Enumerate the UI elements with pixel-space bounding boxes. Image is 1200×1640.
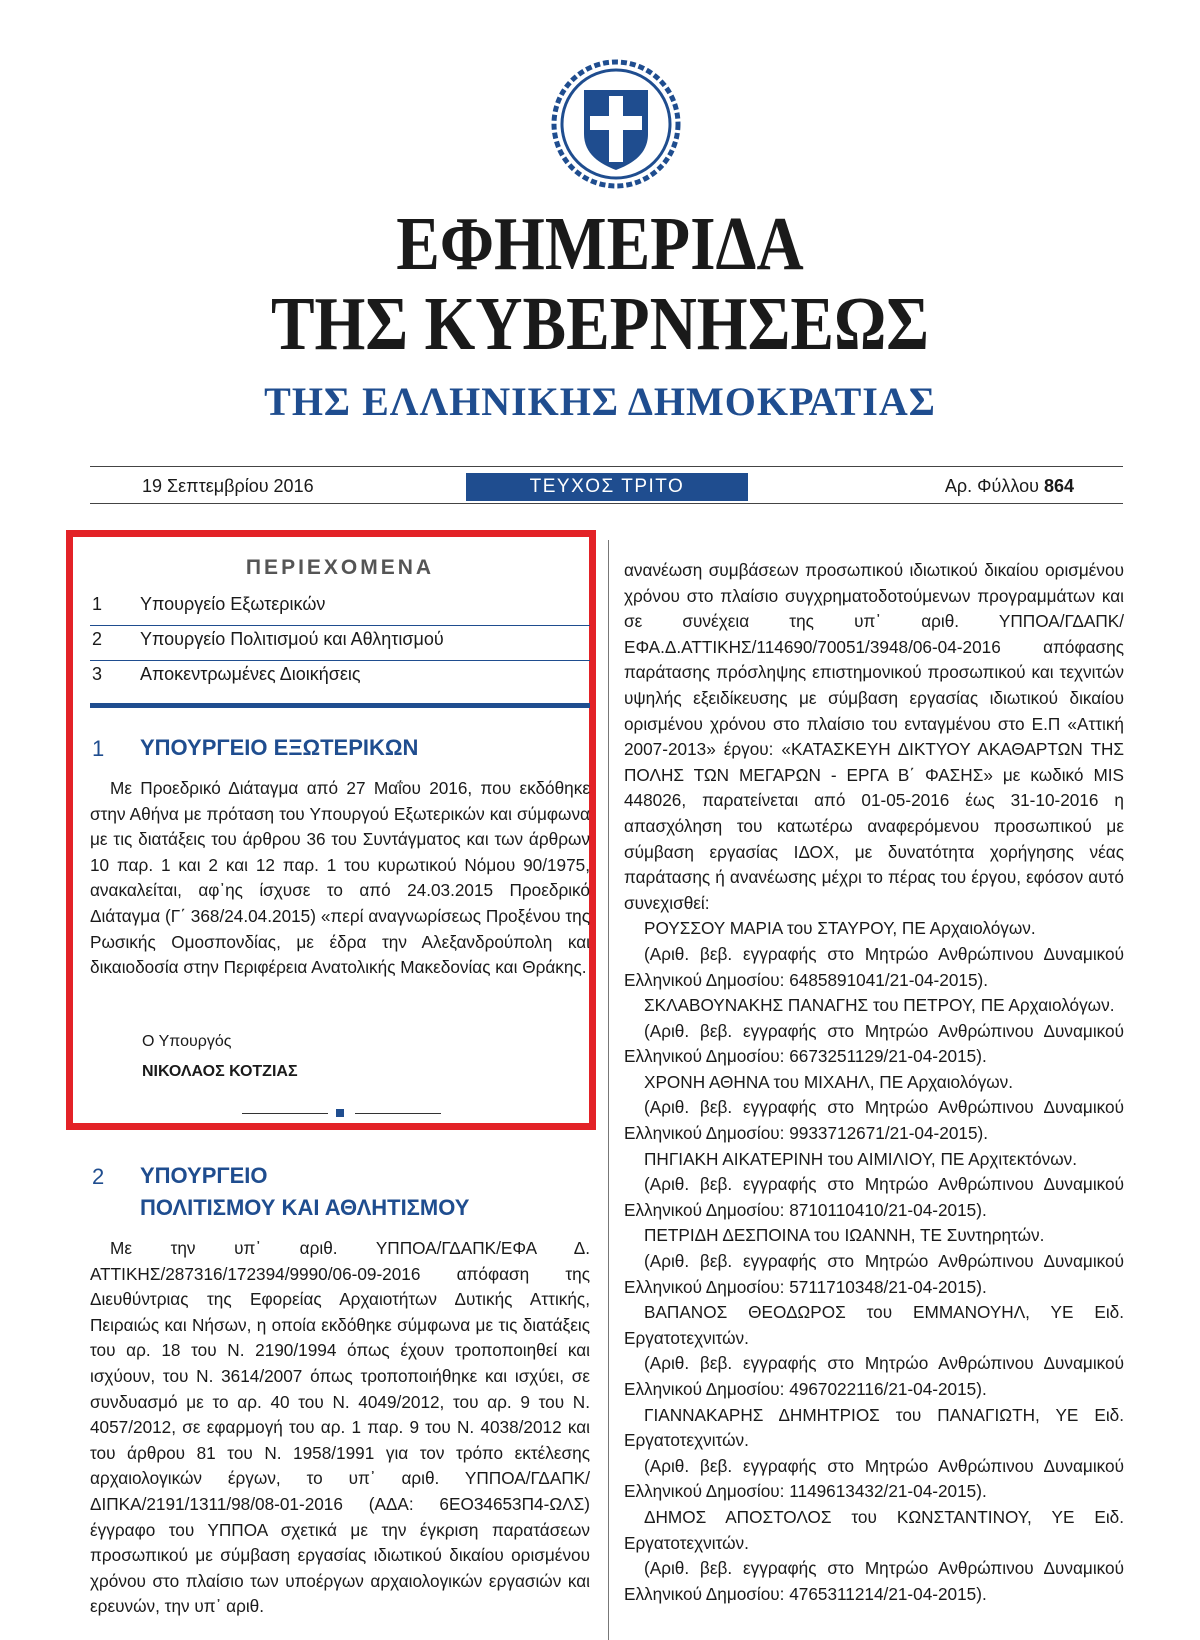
- section1-body: [90, 776, 590, 981]
- sheet-number-value: 864: [1043, 476, 1074, 496]
- section-ornament-right-rule: [355, 1113, 441, 1114]
- toc-item-number: 2: [92, 629, 103, 649]
- signature-role: Ο Υπουργός: [142, 1033, 232, 1050]
- personnel-registration: (Αριθ. βεβ. εγγραφής στο Μητρώο Ανθρώπινου Δυναμικού Ελληνικού Δημοσίου: 9933712671/21-04-2015).: [624, 1097, 1124, 1144]
- masthead-title-line1: ΕΦΗΜΕΡΙΔΑ: [396, 202, 804, 286]
- personnel-entry: [624, 1403, 1124, 1505]
- personnel-name: ΠΕΤΡΙΔΗ ΔΕΣΠΟΙΝΑ του ΙΩΑΝΝΗ, ΤΕ Συντηρητών.: [644, 1225, 1045, 1246]
- toc-bottom-bar: [90, 703, 590, 708]
- sheet-number-label: Αρ. Φύλλου: [944, 476, 1039, 496]
- issue-date: 19 Σεπτεμβρίου 2016: [142, 476, 314, 496]
- personnel-name: ΔΗΜΟΣ ΑΠΟΣΤΟΛΟΣ του ΚΩΝΣΤΑΝΤΙΝΟΥ, ΥΕ Ειδ. Εργατοτεχνιτών.: [624, 1506, 1124, 1553]
- personnel-name: ΠΗΓΙΑΚΗ ΑΙΚΑΤΕΡΙΝΗ του ΑΙΜΙΛΙΟΥ, ΠΕ Αρχιτεκτόνων.: [644, 1148, 1078, 1169]
- issue-bar-top-rule: [90, 466, 1123, 467]
- signature-name: ΝΙΚΟΛΑΟΣ ΚΟΤΖΙΑΣ: [142, 1063, 298, 1080]
- personnel-registration: (Αριθ. βεβ. εγγραφής στο Μητρώο Ανθρώπινου Δυναμικού Ελληνικού Δημοσίου: 6485891041/21-04-2015).: [624, 943, 1124, 990]
- issue-label: ΤΕΥΧΟΣ ΤΡΙΤΟ: [466, 473, 748, 501]
- issue-bar-bottom-rule: [90, 503, 1123, 504]
- greek-coat-of-arms-icon: [548, 56, 684, 192]
- section2-paragraph: Με την υπ᾽ αριθ. ΥΠΠΟΑ/ΓΔΑΠΚ/ΕΦΑ Δ. ΑΤΤΙΚΗΣ/287316/172394/9990/06-09-2016 απόφαση της Διευθύντριας της Εφορείας Αρχαιοτήτων Δυτικής Αττικής, Πειραιώς και Νήσων, η οποία εκδόθηκε σύμφωνα με τις διατάξεις του αρ. 18 του Ν. 2190/1994 όπως έχουν τροποποιηθεί και ισχύουν, του Ν. 3614/2007 όπως τροποποιήθηκε και ισχύει, σε συνδυασμό με το αρ. 40 του Ν. 4049/2012, του αρ. 9 του Ν. 4057/2012, σε εφαρμογή του αρ. 1 παρ. 9 του Ν. 4038/2012 και του άρθρου 81 του Ν. 1958/1991 για τον τρόπο εκτέλεσης αρχαιολογικών έργων, το υπ᾽ αριθ. ΥΠΠΟΑ/ΓΔΑΠΚ/ΔΙΠΚΑ/2191/1311/98/08-01-2016 (ΑΔΑ: 6ΕΟ34653Π4-ΩΛΣ) έγγραφο του ΥΠΠΟΑ σχετικά με την έγκριση παρατάσεων προσωπικού με σύμβαση εργασίας ιδιωτικού δικαίου ορισμένου χρόνου στο πλαίσιο των υποέργων αρχαιολογικών εργασιών και ερευνών, την υπ᾽ αριθ.: [90, 1238, 590, 1617]
- personnel-entry: [624, 1505, 1124, 1607]
- section-ornament-square-icon: [336, 1109, 344, 1117]
- personnel-registration: (Αριθ. βεβ. εγγραφής στο Μητρώο Ανθρώπινου Δυναμικού Ελληνικού Δημοσίου: 6673251129/21-04-2015).: [624, 1020, 1124, 1067]
- personnel-entry: [624, 1147, 1124, 1224]
- toc-item-label: Υπουργείο Πολιτισμού και Αθλητισμού: [140, 629, 444, 649]
- toc-item-number: 3: [92, 664, 103, 684]
- toc-title: ΠΕΡΙΕΧΟΜΕΝΑ: [245, 556, 435, 579]
- personnel-registration: (Αριθ. βεβ. εγγραφής στο Μητρώο Ανθρώπινου Δυναμικού Ελληνικού Δημοσίου: 4765311214/21-04-2015).: [624, 1558, 1124, 1604]
- masthead-title-line2: ΤΗΣ ΚΥΒΕΡΝΗΣΕΩΣ: [270, 282, 930, 366]
- personnel-name: ΡΟΥΣΣΟΥ ΜΑΡΙΑ του ΣΤΑΥΡΟΥ, ΠΕ Αρχαιολόγων.: [644, 918, 1036, 939]
- right-column-intro: ανανέωση συμβάσεων προσωπικού ιδιωτικού δικαίου ορισμένου χρόνου στο πλαίσιο συγχρηματοδοτούμενων προγραμμάτων και σε συνέχεια της υπ᾽ αριθ. ΥΠΠΟΑ/ΓΔΑΠΚ/ΕΦΑ.Δ.ΑΤΤΙΚΗΣ/114690/70051/3948/06-04-2016 απόφασης παράτασης πρόσληψης επιστημονικού προσωπικού και τεχνιτών υψηλής εξειδίκευσης με σύμβαση εργασίας ιδιωτικού δικαίου ορισμένου χρόνου στο πλαίσιο του ενταγμένου στο Ε.Π «Αττική 2007-2013» έργου: «ΚΑΤΑΣΚΕΥΗ ΔΙΚΤΥΟΥ ΑΚΑΘΑΡΤΩΝ ΤΗΣ ΠΟΛΗΣ ΤΩΝ ΜΕΓΑΡΩΝ - ΕΡΓΑ Β΄ ΦΑΣΗΣ» με κωδικό MIS 448026, παρατείνεται από 01-05-2016 έως 31-10-2016 η απασχόληση του κατωτέρω αναφερόμενου προσωπικού με σύμβαση εργασίας ΙΔΟΧ, με δυνατότητα χορήγησης νέας παράτασης ή ανανέωσης μέχρι το πέρας του έργου, εφόσον αυτό συνεχισθεί:: [624, 560, 1124, 913]
- personnel-name: ΧΡΟΝΗ ΑΘΗΝΑ του ΜΙΧΑΗΛ, ΠΕ Αρχαιολόγων.: [644, 1071, 1014, 1092]
- toc-item-label: Υπουργείο Εξωτερικών: [140, 594, 326, 614]
- section1-number: 1: [92, 736, 105, 761]
- personnel-name: ΣΚΛΑΒΟΥΝΑΚΗΣ ΠΑΝΑΓΗΣ του ΠΕΤΡΟΥ, ΠΕ Αρχαιολόγων.: [644, 995, 1115, 1016]
- section2-number: 2: [92, 1164, 105, 1189]
- personnel-name: ΓΙΑΝΝΑΚΑΡΗΣ ΔΗΜΗΤΡΙΟΣ του ΠΑΝΑΓΙΩΤΗ, ΥΕ Ειδ. Εργατοτεχνιτών.: [624, 1404, 1124, 1451]
- section2-body: [90, 1236, 590, 1636]
- masthead-subtitle: ΤΗΣ ΕΛΛΗΝΙΚΗΣ ΔΗΜΟΚΡΑΤΙΑΣ: [264, 379, 936, 424]
- toc-item[interactable]: [90, 590, 590, 626]
- section2-heading-line2: ΠΟΛΙΤΙΣΜΟΥ ΚΑΙ ΑΘΛΗΤΙΣΜΟΥ: [140, 1195, 470, 1220]
- personnel-name: ΒΑΠΑΝΟΣ ΘΕΟΔΩΡΟΣ του ΕΜΜΑΝΟΥΗΛ, ΥΕ Ειδ. Εργατοτεχνιτών.: [624, 1302, 1124, 1348]
- personnel-registration: (Αριθ. βεβ. εγγραφής στο Μητρώο Ανθρώπινου Δυναμικού Ελληνικού Δημοσίου: 4967022116/21-04-2015).: [624, 1353, 1124, 1399]
- right-column: [624, 558, 1124, 1640]
- personnel-registration: (Αριθ. βεβ. εγγραφής στο Μητρώο Ανθρώπινου Δυναμικού Ελληνικού Δημοσίου: 5711710348/21-04-2015).: [624, 1251, 1124, 1297]
- toc-item[interactable]: [90, 660, 590, 695]
- section2-heading-line1: ΥΠΟΥΡΓΕΙΟ: [140, 1163, 268, 1188]
- toc-item-number: 1: [92, 594, 103, 614]
- personnel-entry: [624, 1223, 1124, 1300]
- section1-paragraph: Με Προεδρικό Διάταγμα από 27 Μαΐου 2016, που εκδόθηκε στην Αθήνα με πρόταση του Υπουργού Εξωτερικών και σύμφωνα με τις διατάξεις του άρθρου 36 του Συντάγματος και των άρθρων 10 παρ. 1 και 2 και 12 παρ. 1 του κυρωτικού Νόμου 90/1975, ανακαλείται, αφ᾽ης ίσχυσε το από 24.03.2015 Προεδρικό Διάταγμα (Γ΄ 368/24.04.2015) «περί αναγνωρίσεως Προξένου της Ρωσικής Ομοσπονδίας, με έδρα την Αλεξανδρούπολη και δικαιοδοσία στην Περιφέρεια Ανατολικής Μακεδονίας και Θράκης.: [90, 778, 590, 978]
- section1-heading: ΥΠΟΥΡΓΕΙΟ ΕΞΩΤΕΡΙΚΩΝ: [140, 735, 419, 760]
- personnel-entry: [624, 993, 1124, 1070]
- personnel-entry: [624, 1300, 1124, 1402]
- personnel-registration: (Αριθ. βεβ. εγγραφής στο Μητρώο Ανθρώπινου Δυναμικού Ελληνικού Δημοσίου: 1149613432/21-04-2015).: [624, 1455, 1124, 1502]
- personnel-entry: [624, 916, 1124, 993]
- toc-item-label: Αποκεντρωμένες Διοικήσεις: [140, 664, 361, 684]
- section-ornament-left-rule: [242, 1113, 328, 1114]
- personnel-entry: [624, 1070, 1124, 1147]
- sheet-number: [945, 474, 1074, 498]
- column-divider: [608, 540, 609, 1640]
- toc-item[interactable]: [90, 625, 590, 661]
- personnel-registration: (Αριθ. βεβ. εγγραφής στο Μητρώο Ανθρώπινου Δυναμικού Ελληνικού Δημοσίου: 8710110410/21-04-2015).: [624, 1174, 1124, 1220]
